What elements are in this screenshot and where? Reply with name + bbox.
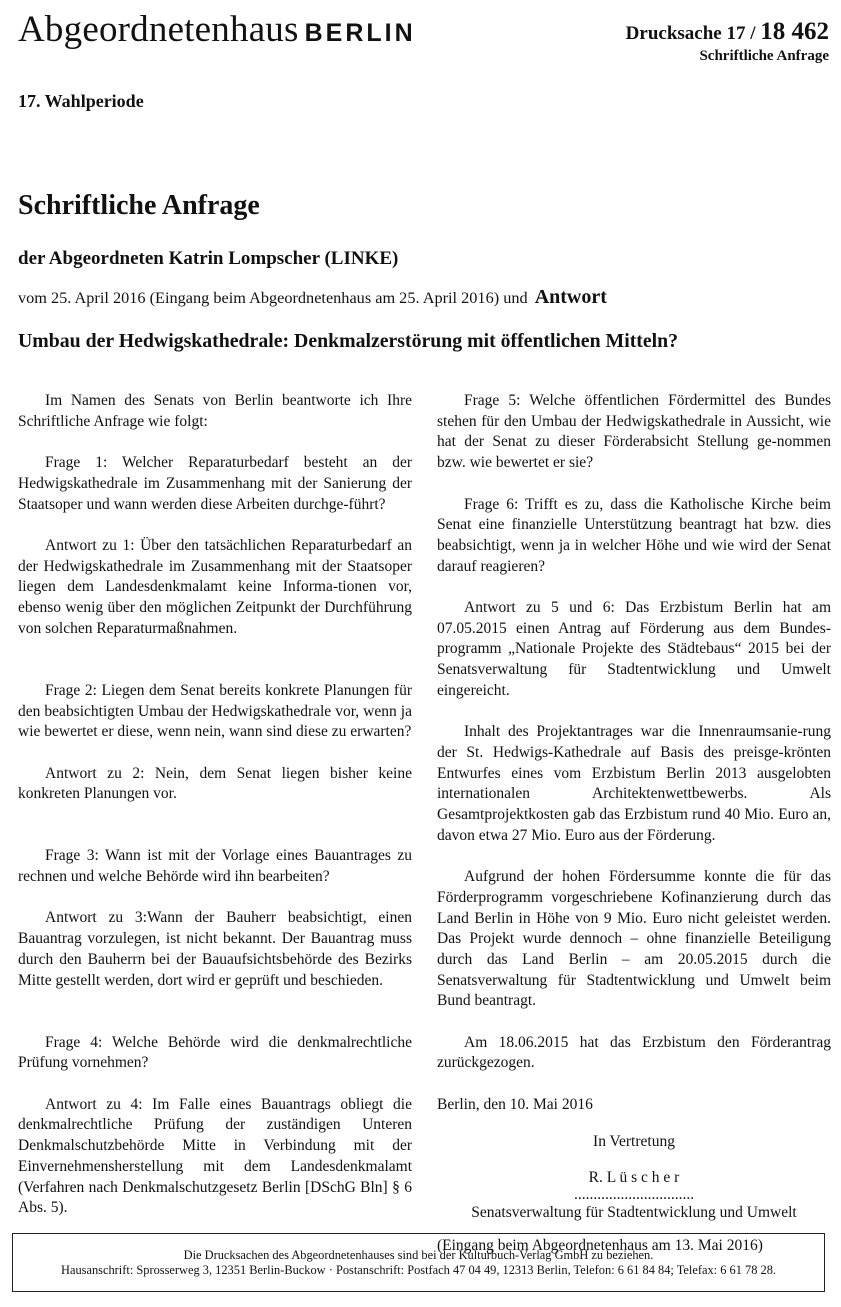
dateline (18, 286, 607, 309)
intro-paragraph: Im Namen des Senats von Berlin beantworte ich Ihre Schriftliche Anfrage wie folgt: (18, 392, 412, 430)
document-title: Schriftliche Anfrage (18, 190, 260, 221)
answer-5-6-part-4: Am 18.06.2015 hat das Erzbistum den Förderantrag zurückgezogen. (437, 1033, 831, 1072)
inquiry-topic: Umbau der Hedwigskathedrale: Denkmalzerstörung mit öffentlichen Mitteln? (18, 330, 679, 352)
dateline-text: vom 25. April 2016 (Eingang beim Abgeordnetenhaus am 25. April 2016) und (18, 288, 528, 307)
signer-name: R. L ü s c h e r (588, 1169, 680, 1187)
answer-3: Antwort zu 3:Wann der Bauherr beabsichtigt, einen Bauantrag vorzulegen, ist nicht bekannt. Der Bauantrag muss durch den Bauherrn bei der Bauaufsichtsbehörde des Bezirks Mitte gestellt werden, dort wird er geprüft und beschieden. (18, 909, 412, 989)
footer-line-2: Hausanschrift: Sprosserweg 3, 12351 Berlin-Buckow · Postanschrift: Postfach 47 04 49, 12313 Berlin, Telefon: 6 61 84 84; Telefax: 6 61 78 28. (61, 1263, 776, 1277)
footer-line-1: Die Drucksachen des Abgeordnetenhauses sind bei der Kulturbuch-Verlag GmbH zu beziehen. (183, 1248, 654, 1262)
answer-1: Antwort zu 1: Über den tatsächlichen Reparaturbedarf an der Hedwigskathedrale im Zusammenhang mit der Staatsoper liegen dem Landesdenkmalamt keine Informa-tionen vor, ebenso wenig über den möglichen Zeitpunkt der Durchführung von solchen Reparaturmaßnahmen. (18, 536, 412, 637)
signature-dots: ............................... (573, 1185, 695, 1203)
answer-5-6-part-2: Inhalt des Projektantrages war die Innenraumsanie-rung der St. Hedwigs-Kathedrale auf Basis des preisge-krönten Entwurfes eines vom Erzbistum Berlin 2013 ausgelobten internationalen Architektenwettbewerbs. Als Gesamtprojektkosten gab das Erzbistum rund 40 Mio. Euro an, davon etwa 27 Mio. Euro aus der Förderung. (437, 723, 831, 844)
question-6: Frage 6: Trifft es zu, dass die Katholische Kirche beim Senat eine finanzielle Unterstützung beantragt hat bzw. dies beabsichtigt, wenn ja in welcher Höhe und wie wird der Senat darauf reagieren? (437, 495, 831, 575)
received-note: (Eingang beim Abgeordnetenhaus am 13. Mai 2016) (437, 1236, 763, 1254)
question-1: Frage 1: Welcher Reparaturbedarf besteht an der Hedwigskathedrale im Zusammenhang mit der Sanierung der Staatsoper und wann werden diese Arbeiten durchge-führt? (18, 454, 412, 513)
place-and-date: Berlin, den 10. Mai 2016 (437, 1095, 593, 1113)
question-3: Frage 3: Wann ist mit der Vorlage eines Bauantrages zu rechnen und welche Behörde wird ihn bearbeiten? (18, 847, 412, 886)
author-line: der Abgeordneten Katrin Lompscher (LINKE) (18, 248, 399, 269)
drucksache-block (626, 18, 829, 65)
in-vertretung: In Vertretung (593, 1132, 675, 1150)
drucksache-number: 18 462 (760, 18, 829, 45)
document-type: Schriftliche Anfrage (699, 48, 829, 64)
question-5: Frage 5: Welche öffentlichen Fördermittel des Bundes stehen für den Umbau der Hedwigskathedrale in Aussicht, wie hat der Senat zu dieser Förderabsicht Stellung ge-nommen bzw. wie bewertet er sie? (437, 392, 831, 472)
question-4: Frage 4: Welche Behörde wird die denkmalrechtliche Prüfung vornehmen? (18, 1033, 412, 1072)
question-2: Frage 2: Liegen dem Senat bereits konkrete Planungen für den beabsichtigten Umbau der Hedwigskathedrale vor, wenn ja wie bewertet er diese, wenn nein, wann sind diese zu erwarten? (18, 681, 412, 741)
parliament-wordmark (18, 8, 416, 51)
answer-4: Antwort zu 4: Im Falle eines Bauantrags obliegt die denkmalrechtliche Prüfung der zuständigen Unteren Denkmalschutzbehörde Mitte in Verbindung mit der Einvernehmensherstellung mit dem Landesdenkmalamt (Verfahren nach Denkmalschutzgesetz Berlin [DSchG Bln] § 6 Abs. 5). (18, 1095, 412, 1217)
drucksache-line (626, 18, 829, 46)
house-city: BERLIN (304, 19, 416, 47)
answer-5-6-part-1: Antwort zu 5 und 6: Das Erzbistum Berlin hat am 07.05.2015 einen Antrag auf Förderung aus dem Bundes-programm „Nationale Projekte des Städtebaus“ 2015 bei der Senatsverwaltung für Stadtentwicklung und Umwelt eingereicht. (437, 599, 831, 699)
signer-department: Senatsverwaltung für Stadtentwicklung und Umwelt (471, 1203, 797, 1221)
house-name: Abgeordnetenhaus (18, 9, 299, 50)
drucksache-label: Drucksache 17 / (625, 23, 761, 44)
answer-5-6-part-3: Aufgrund der hohen Fördersumme konnte die für das Förderprogramm vorgeschriebene Kofinanzierung durch das Land Berlin in Höhe von 9 Mio. Euro nicht geleistet werden. Das Projekt wurde dennoch – ohne finanzielle Beteiligung durch das Land Berlin – am 20.05.2015 durch die Senatsverwaltung für Stadtentwicklung und Umwelt beim Bund beantragt. (437, 868, 831, 1010)
publisher-footer (12, 1233, 825, 1292)
answer-2: Antwort zu 2: Nein, dem Senat liegen bisher keine konkreten Planungen vor. (18, 764, 412, 803)
left-column (18, 391, 412, 1219)
answer-word: Antwort (534, 286, 607, 308)
right-column (437, 391, 831, 1256)
legislative-period: 17. Wahlperiode (18, 91, 144, 111)
